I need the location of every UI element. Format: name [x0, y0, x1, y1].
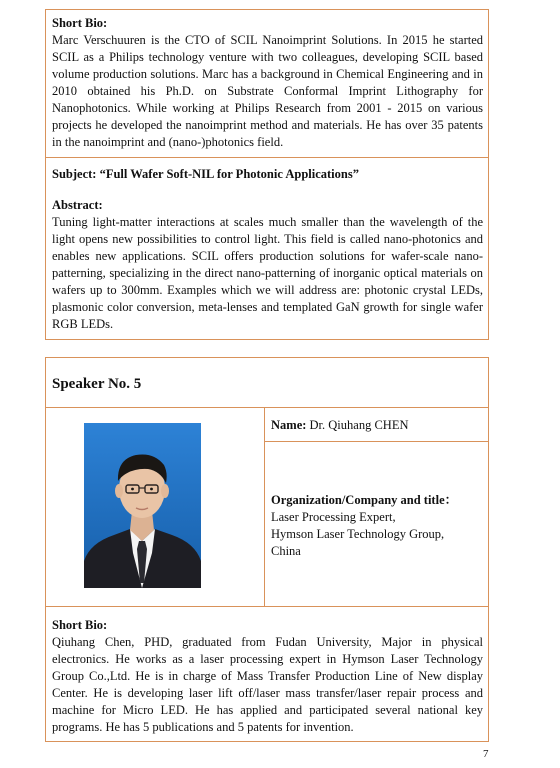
previous-bio-section: [52, 15, 483, 151]
divider: [264, 407, 265, 606]
abstract-text: Tuning light-matter interactions at scales much smaller than the wavelength of the light opens new possibilities to control light. This field is called nano-photonics and enables new applications. SCIL offers production solutions for wafer-scale nano-patterning, specializing in the direct nano-patterning of inorganic optical materials on wafers up to 300mm. Examples which we will address are: photonic crystal LEDs, plasmonic color conversion, meta-lenses and templated GaN growth for single wafer RGB LEDs.: [52, 215, 483, 331]
speaker-title: Speaker No. 5: [52, 376, 142, 392]
bio-label: Short Bio:: [52, 618, 108, 632]
subject-abstract-section: [52, 166, 483, 333]
name-field: [271, 417, 483, 434]
bio-text: Marc Verschuuren is the CTO of SCIL Nanoimprint Solutions. In 2015 he started SCIL as a Philips technology venture with two colleagues, developing SCIL based volume production solutions. Marc has a background in Chemical Engineering and in 2010 obtained his Ph.D. on Substrate Conformal Imprint Lithography for Nanophotonics. While working at Philips Research from 2001 - 2015 on various projects he developed the nanoimprint method and materials. He has over 35 patents in the nanoimprint and (nano-)photonics field.: [52, 33, 483, 149]
bio-label: Short Bio:: [52, 16, 108, 30]
organization-line: China: [271, 544, 301, 558]
organization-line: Laser Processing Expert,: [271, 510, 396, 524]
organization-line: Hymson Laser Technology Group,: [271, 527, 445, 541]
divider: [45, 157, 489, 158]
bio-text: Qiuhang Chen, PHD, graduated from Fudan University, Major in physical electronics. He works as a laser processing expert in Hymson Laser Technology Group Co.,Ltd. He is in charge of Mass Transfer Production Line of New display Center. He is developing laser lift off/laser mass transfer/laser repair process and machine for Micro LED. He has applied and participated several national key programs. He has 5 publications and 5 patents for invention.: [52, 635, 483, 734]
subject-line: Subject: “Full Wafer Soft-NIL for Photonic Applications”: [52, 167, 359, 181]
divider: [45, 407, 489, 408]
name-label: Name:: [271, 418, 307, 432]
name-value: Dr. Qiuhang CHEN: [309, 418, 409, 432]
speaker-bio-section: [52, 617, 483, 736]
organization-label: Organization/Company and title：: [271, 493, 458, 507]
divider: [45, 606, 489, 607]
page-number: 7: [483, 748, 489, 760]
divider: [264, 441, 489, 442]
abstract-label: Abstract:: [52, 198, 103, 212]
organization-field: [271, 492, 483, 560]
speaker-photo: [84, 423, 201, 588]
